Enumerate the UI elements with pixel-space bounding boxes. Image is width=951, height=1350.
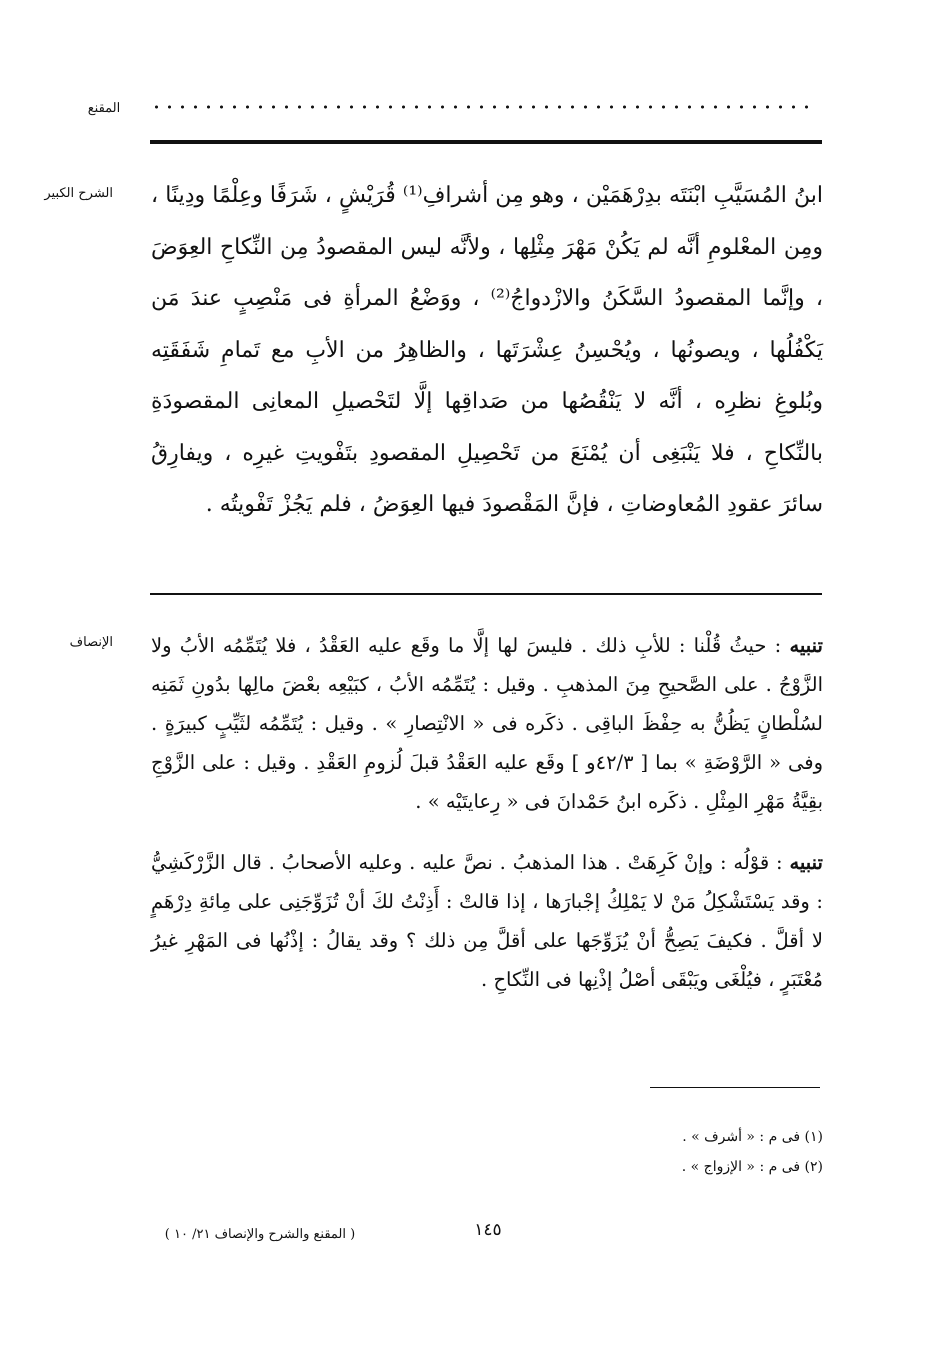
footer-title: ( المقنع والشرح والإنصاف ٢١/ ١٠ ) <box>164 1227 356 1242</box>
page-number: ١٤٥ <box>474 1220 502 1240</box>
sharh-paragraph: ابنُ المُسَيَّبِ ابْنَتَه بدِرْهَمَيْن ، وهو مِن أشرافِ⁽¹⁾ قُرَيْشٍ ، شَرَفًا وعِلْمًا ودِينًا ، ومِن المعْلومِ أنَّه لم يَكُنْ مَهْرَ مِثْلِها ، ولأنَّه ليس المقصودُ مِن النِّكاحِ العِوَضَ ، وإنَّما المقصودُ السَّكَنُ والازْدواجُ⁽²⁾ ، ووَضْعُ المرأةِ فى مَنْصِبٍ عندَ مَن يَكْفُلُها ، ويصونُها ، ويُحْسِنُ عِشْرَتَها ، والظاهِرُ من الأبِ مع تَمامِ شَفَقَتِه وبُلوغِ نظرِه ، أنَّه لا يَنْقُصُها من صَداقِها إلَّا لتَحْصيلِ المعانِى المقصودَةِ بالنِّكاحِ ، فلا يَنْبَغِى أن يُمْنَعَ من تَحْصِيلِ المقصودِ بتَفْويتِ غيرِه ، ويفارِقُ سائرَ عقودِ المُعاوضاتِ ، فإنَّ المَقْصودَ فيها العِوَضُ ، فلم يَجُزْ تَفْويتُه . <box>151 183 823 517</box>
header-rule <box>150 140 822 144</box>
insaf-paragraph-2 <box>151 843 823 999</box>
paragraph-lead: تنبيه <box>789 634 823 657</box>
insaf-paragraph-1 <box>151 626 823 821</box>
footnotes <box>323 1122 823 1182</box>
running-head: المقنع <box>87 101 121 116</box>
insaf-body <box>151 626 823 999</box>
section-label-sharh: الشرح الكبير <box>44 186 113 201</box>
sharh-body <box>151 170 823 531</box>
footnote-rule <box>650 1087 820 1088</box>
dotted-leader <box>150 104 818 110</box>
footnote-1: (١) فى م : « أشرف » . <box>682 1129 823 1145</box>
section-label-insaf: الإنصاف <box>69 635 113 650</box>
footnote-2: (٢) فى م : « الإزواج » . <box>681 1159 823 1175</box>
section-divider <box>150 593 822 595</box>
paragraph-text: : حيثُ قُلْنا : للأبِ ذلك . فليسَ لها إلَّا ما وقَع عليه العَقْدُ ، فلا يُتَمِّمُه الأبُ ولا الزَّوْجُ . على الصَّحيحِ مِنَ المذهبِ . وقيل : يُتَمِّمُه الأبُ ، كبَيْعِه بعْضَ مالِها بدُونِ ثَمَنِه لسُلْطانٍ يَظُنُّ به حِفْظَ الباقِى . ذكَره فى « الانْتِصارِ » . وقيل : يُتَمِّمُه لثَيِّبٍ كبيرَةٍ . وفى « الرَّوْضَةِ » بما [ ٤٢/٣و ] وقَع عليه العَقْدُ قبلَ لُزومِ العَقْدِ . وقيل : على الزَّوْجِ بقِيَّةُ مَهْرِ المِثْلِ . ذكَره ابنُ حَمْدانَ فى « رِعايتَيْه » . <box>151 634 823 813</box>
paragraph-lead: تنبيه <box>789 851 823 874</box>
paragraph-text: : قوْلُه : وإنْ كَرِهَتْ . هذا المذهبُ . نصَّ عليه . وعليه الأصحابُ . قال الزَّرْكَشِيُّ : وقد يَسْتَشْكِلُ مَنْ لا يَمْلِكُ إجْبارَها ، إذا قالتْ : أَذِنْتُ لكَ أنْ تُزَوِّجَنِى على مِائةِ دِرْهَمٍ لا أقلَّ . فكيفَ يَصِحُّ أنْ يُزَوِّجَها على أقلَّ مِن ذلك ؟ وقد يقالُ : إذْنُها فى المَهْرِ غيرُ مُعْتَبَرٍ ، فيُلْغَى ويَبْقَى أصْلُ إذْنِها فى النِّكاحِ . <box>151 851 823 991</box>
